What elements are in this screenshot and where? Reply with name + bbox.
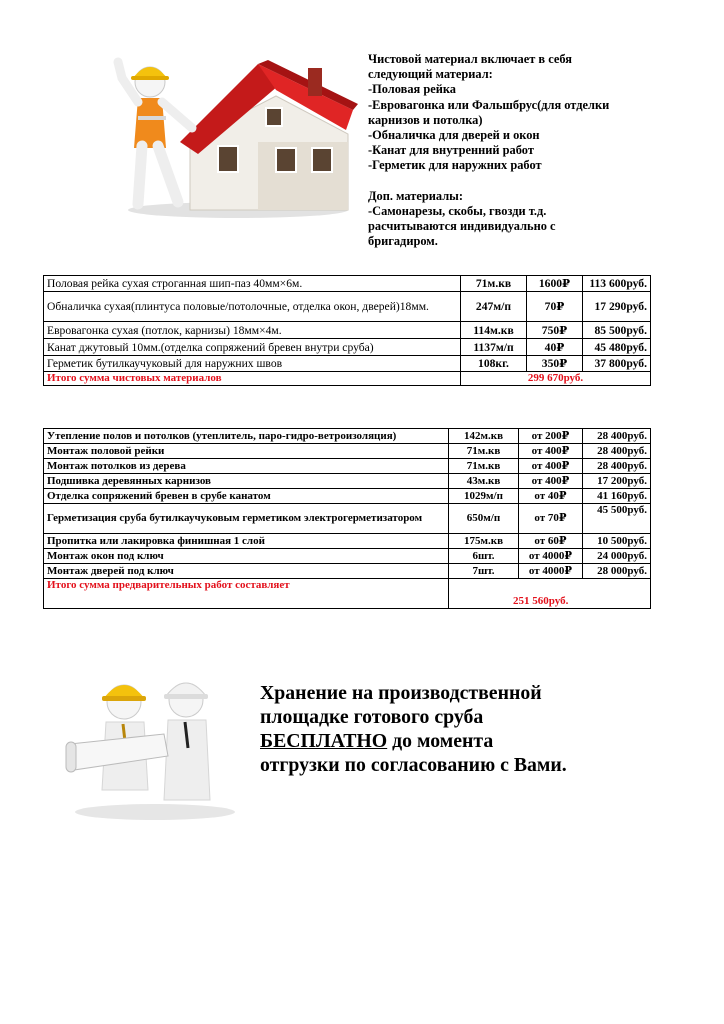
table-row <box>44 429 651 444</box>
item-qty: 1137м/п <box>461 339 527 356</box>
intro-spacer <box>368 174 713 189</box>
work-qty: 7шт. <box>449 564 519 579</box>
table-row <box>44 534 651 549</box>
work-name: Пропитка или лакировка финишная 1 слой <box>44 534 449 549</box>
table-row <box>44 322 651 339</box>
work-total: 28 400руб. <box>583 444 651 459</box>
item-price: 70₽ <box>527 292 583 322</box>
work-price: от 4000₽ <box>519 564 583 579</box>
worker-figure <box>118 62 192 204</box>
work-price: от 400₽ <box>519 474 583 489</box>
table-row <box>44 549 651 564</box>
extra-materials-line: бригадиром. <box>368 234 438 249</box>
intro-item: -Евровагонка или Фальшбрус(для отделки <box>368 97 610 112</box>
total-value: 251 560руб. <box>449 579 651 609</box>
total-row <box>44 579 651 609</box>
item-price: 750₽ <box>527 322 583 339</box>
intro-item: -Половая рейка <box>368 82 456 97</box>
finishing-materials-table <box>43 275 651 386</box>
item-price: 40₽ <box>527 339 583 356</box>
work-qty: 1029м/п <box>449 489 519 504</box>
total-label: Итого сумма предварительных работ составляет <box>44 579 449 609</box>
item-total: 17 290руб. <box>583 292 651 322</box>
intro-title-line: следующий материал: <box>368 67 493 82</box>
work-total: 41 160руб. <box>583 489 651 504</box>
item-name: Канат джутовый 10мм.(отделка сопряжений бревен внутри сруба) <box>44 339 461 356</box>
work-name: Герметизация сруба бутилкаучуковым герметиком электрогерметизатором <box>44 504 449 534</box>
work-total: 45 500руб. <box>583 504 651 534</box>
item-name: Обналичка сухая(плинтуса половые/потолочные, отделка окон, дверей)18мм. <box>44 292 461 322</box>
item-qty: 114м.кв <box>461 322 527 339</box>
item-name: Герметик бутилкаучуковый для наружних швов <box>44 356 461 372</box>
storage-line <box>260 729 710 753</box>
item-qty: 247м/п <box>461 292 527 322</box>
work-qty: 43м.кв <box>449 474 519 489</box>
work-name: Монтаж дверей под ключ <box>44 564 449 579</box>
table-row <box>44 504 651 534</box>
work-name: Утепление полов и потолков (утеплитель, паро-гидро-ветроизоляция) <box>44 429 449 444</box>
intro-item: -Обналичка для дверей и окон <box>368 128 540 143</box>
work-qty: 650м/п <box>449 504 519 534</box>
house-illustration <box>108 38 358 223</box>
work-name: Монтаж половой рейки <box>44 444 449 459</box>
total-row <box>44 372 651 386</box>
item-price: 350₽ <box>527 356 583 372</box>
table-row <box>44 474 651 489</box>
storage-notice <box>260 681 710 777</box>
work-price: от 400₽ <box>519 459 583 474</box>
work-qty: 142м.кв <box>449 429 519 444</box>
storage-line: площадке готового сруба <box>260 706 484 728</box>
work-price: от 4000₽ <box>519 549 583 564</box>
table-row <box>44 444 651 459</box>
free-emphasis: БЕСПЛАТНО <box>260 730 388 752</box>
storage-line-rest: до момента <box>387 730 494 752</box>
work-total: 24 000руб. <box>583 549 651 564</box>
table-row <box>44 356 651 372</box>
storage-line: Хранение на производственной <box>260 682 542 704</box>
intro-item: -Герметик для наружних работ <box>368 158 542 173</box>
item-total: 45 480руб. <box>583 339 651 356</box>
item-total: 37 800руб. <box>583 356 651 372</box>
work-qty: 71м.кв <box>449 459 519 474</box>
work-name: Монтаж потолков из дерева <box>44 459 449 474</box>
work-total: 28 400руб. <box>583 429 651 444</box>
table-row <box>44 292 651 322</box>
work-qty: 175м.кв <box>449 534 519 549</box>
table-row <box>44 489 651 504</box>
item-qty: 108кг. <box>461 356 527 372</box>
work-price: от 200₽ <box>519 429 583 444</box>
extra-materials-title: Доп. материалы: <box>368 188 463 203</box>
intro-title-line: Чистовой материал включает в себя <box>368 52 572 66</box>
work-name: Подшивка деревянных карнизов <box>44 474 449 489</box>
work-qty: 6шт. <box>449 549 519 564</box>
work-price: от 70₽ <box>519 504 583 534</box>
work-name: Монтаж окон под ключ <box>44 549 449 564</box>
work-total: 28 400руб. <box>583 459 651 474</box>
item-total: 113 600руб. <box>583 276 651 292</box>
work-total: 28 000руб. <box>583 564 651 579</box>
work-price: от 400₽ <box>519 444 583 459</box>
work-price: от 60₽ <box>519 534 583 549</box>
item-price: 1600₽ <box>527 276 583 292</box>
table-row <box>44 276 651 292</box>
storage-line: отгрузки по согласованию с Вами. <box>260 754 567 776</box>
item-qty: 71м.кв <box>461 276 527 292</box>
work-total: 17 200руб. <box>583 474 651 489</box>
work-price: от 40₽ <box>519 489 583 504</box>
item-name: Половая рейка сухая строганная шип-паз 40мм×6м. <box>44 276 461 292</box>
intro-text-block <box>368 52 713 249</box>
item-name: Евровагонка сухая (потлок, карнизы) 18мм×4м. <box>44 322 461 339</box>
extra-materials-line: -Самонарезы, скобы, гвозди т.д. <box>368 203 547 218</box>
table-row <box>44 564 651 579</box>
work-qty: 71м.кв <box>449 444 519 459</box>
table-row <box>44 339 651 356</box>
work-total: 10 500руб. <box>583 534 651 549</box>
works-table <box>43 428 651 609</box>
workers-illustration <box>60 660 240 825</box>
table-row <box>44 459 651 474</box>
extra-materials-line: расчитываются индивидуально с <box>368 219 556 234</box>
total-value: 299 670руб. <box>461 372 651 386</box>
intro-item: -Канат для внутренний работ <box>368 143 534 158</box>
total-label: Итого сумма чистовых материалов <box>44 372 461 386</box>
work-name: Отделка сопряжений бревен в срубе канатом <box>44 489 449 504</box>
item-total: 85 500руб. <box>583 322 651 339</box>
intro-item: карнизов и потолка) <box>368 112 483 127</box>
